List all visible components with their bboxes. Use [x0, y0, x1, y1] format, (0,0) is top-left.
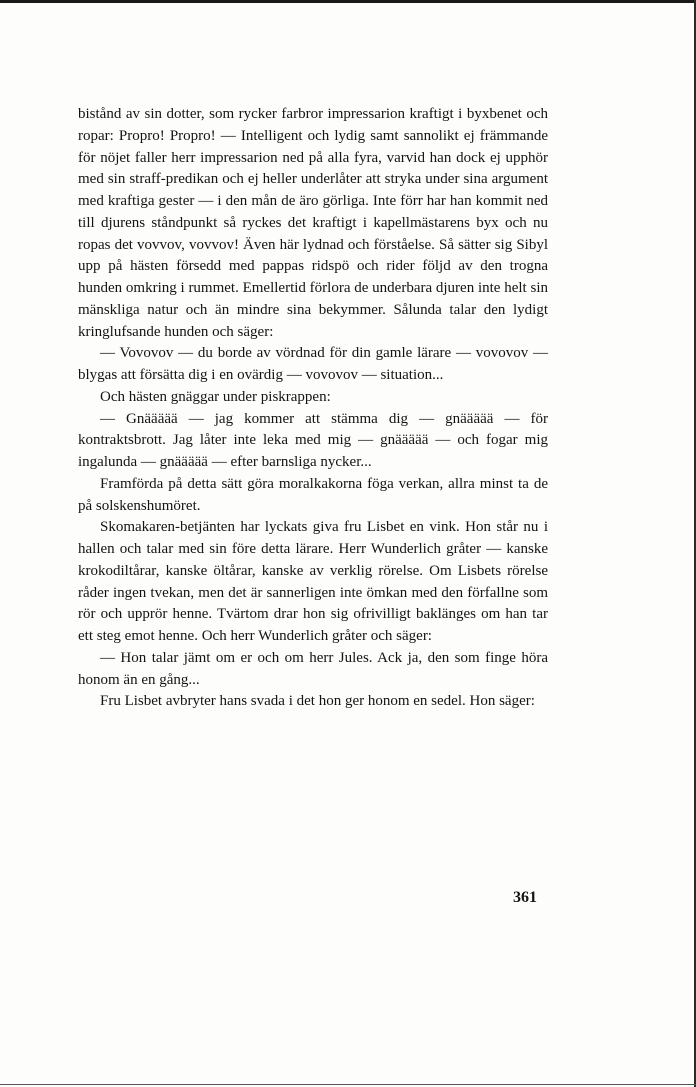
- paragraph-4: — Gnäääää — jag kommer att stämma dig — gnäääää — för kontraktsbrott. Jag låter inte leka med mig — gnäääää — och fogar mig ingalunda — gnäääää — efter barnsliga nycker...: [78, 410, 548, 470]
- scan-edge-top: [0, 0, 696, 3]
- paragraph-3: Och hästen gnäggar under piskrappen:: [100, 388, 331, 405]
- scan-edge-bottom: [0, 1084, 696, 1085]
- page-number: 361: [513, 889, 537, 906]
- paragraph-5: Framförda på detta sätt göra moralkakorna föga verkan, allra minst ta de på solskenshumöret.: [78, 475, 548, 514]
- paragraph-1: bistånd av sin dotter, som rycker farbror impressarion kraftigt i byxbenet och ropar: Propro! Propro! — Intelligent och lydig samt sannolikt ej främmande för nöjet faller herr impressarion ned på alla fyra, varvid han dock ej upphör med sin straff-predikan och ej heller underlåter att stryka under sina argument med kraftiga gester — i den mån de äro görliga. Inte förr har han kommit ned till djurens ståndpunkt så ryckes det kraftigt i kapellmästarens byx och nu ropas det vovvov, vovvov! Även här lydnad och förståelse. Så sätter sig Sibyl upp på hästen försedd med pappas ridspö och rider följd av den trogna hunden omkring i rummet. Emellertid förlora de underbara djuren inte helt sin mänskliga natur och än mindre sina bekymmer. Sålunda talar den lydigt kringlufsande hunden och säger:: [78, 106, 548, 340]
- paragraph-6: Skomakaren-betjänten har lyckats giva fru Lisbet en vink. Hon står nu i hallen och talar med sin före detta lärare. Herr Wunderlich gråter — kanske krokodiltårar, kanske öltårar, kanske av verklig rörelse. Om Lisbets rörelse råder ingen tvekan, men det är sannerligen inte ömkan med den förfallne som rör och upprör henne. Tvärtom drar hon sig ofrivilligt baklänges om han tar ett steg emot henne. Och herr Wunderlich gråter och säger:: [78, 519, 548, 644]
- paragraph-2: — Vovovov — du borde av vördnad för din gamle lärare — vovovov — blygas att försätta dig i en ovärdig — vovovov — situation...: [78, 345, 548, 383]
- paragraph-8: Fru Lisbet avbryter hans svada i det hon ger honom en sedel. Hon säger:: [100, 693, 535, 710]
- paragraph-7: — Hon talar jämt om er och om herr Jules. Ack ja, den som finge höra honom än en gång...: [78, 649, 548, 688]
- body-text: [78, 104, 548, 713]
